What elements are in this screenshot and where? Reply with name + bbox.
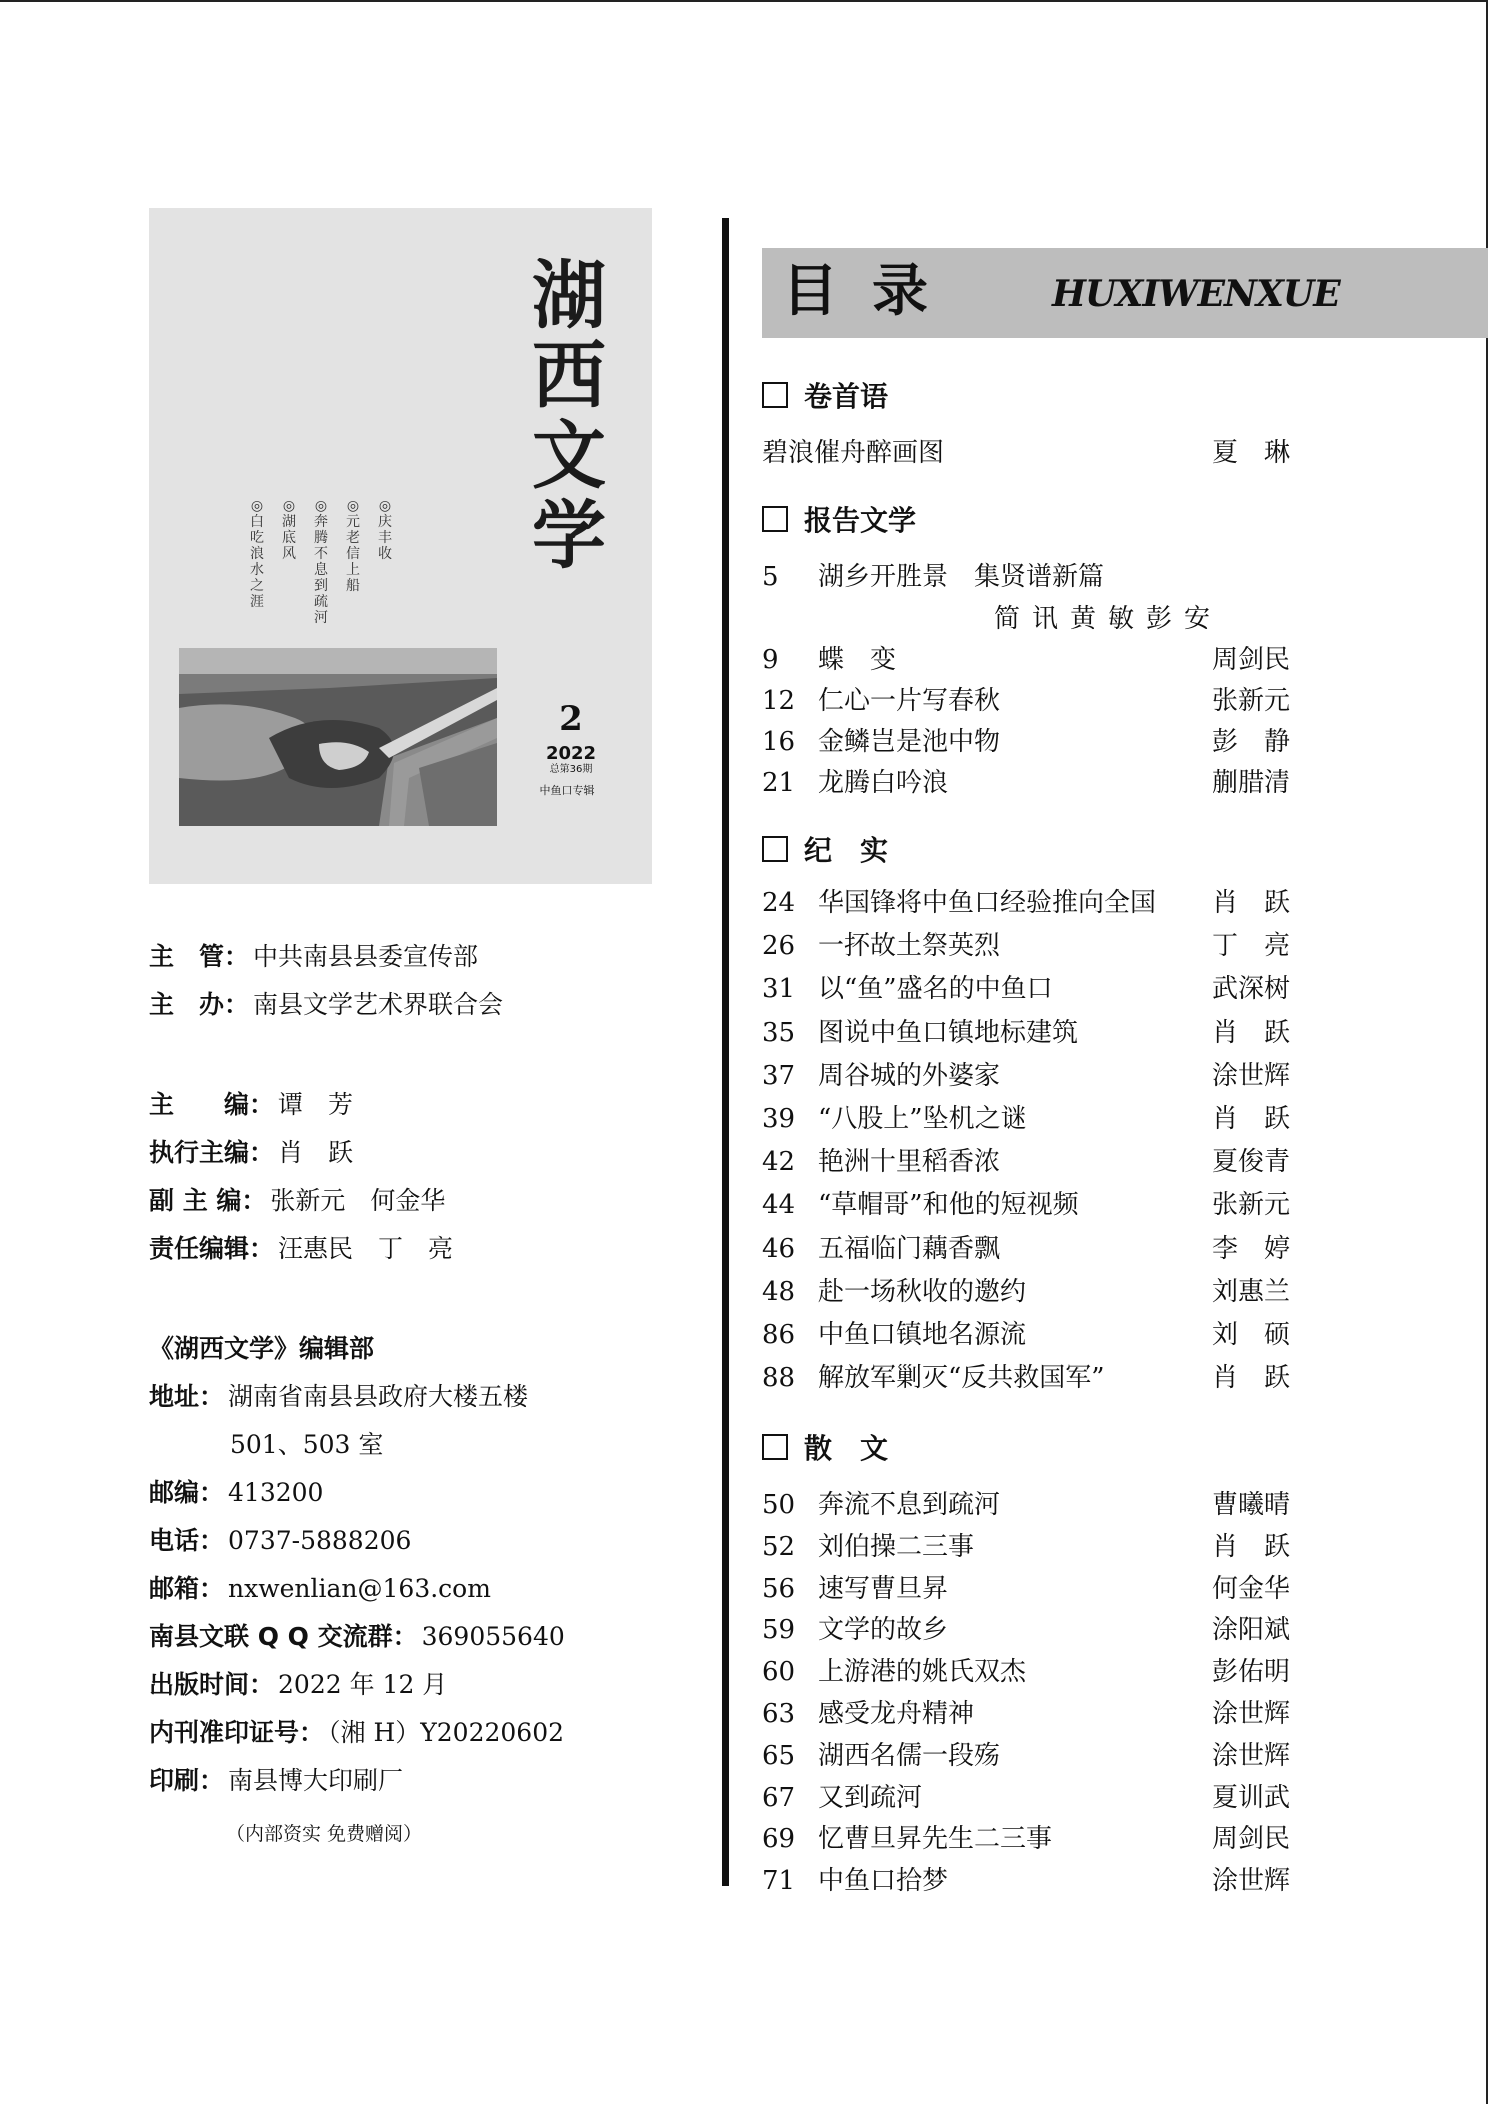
toc-entry-author: 周剑民 [1212, 645, 1291, 675]
cover-headline-char: 信 [346, 546, 360, 562]
cover-headline-char: 到 [314, 578, 328, 594]
toc-title: 目录 [782, 259, 962, 324]
toc-entry-author: 蒯腊清 [1212, 768, 1291, 798]
toc-entry-title: 又到疏河 [818, 1782, 923, 1813]
toc-entry-title: 湖乡开胜景 集贤谱新篇 [818, 562, 1105, 592]
toc-header [762, 248, 1488, 338]
toc-entry-author: 肖 跃 [1212, 1104, 1291, 1134]
cover-headline-char: 湖 [282, 514, 296, 530]
cover-issue [541, 700, 601, 798]
toc-entry-title: 赴一场秋收的邀约 [818, 1276, 1027, 1307]
masthead-line [149, 940, 478, 974]
publish-date: 出版时间： 2022 年 12 月 [149, 1670, 448, 1699]
toc-entry-author: 肖 跃 [1212, 1363, 1291, 1394]
toc-entry-author: 张新元 [1212, 686, 1291, 716]
toc-entry-title: 金鳞岂是池中物 [818, 727, 1001, 757]
cover-title-char: 学 [532, 493, 606, 579]
email[interactable]: 邮箱： nxwenlian@163.com [149, 1574, 491, 1603]
toc-section-name: 散 文 [804, 1432, 889, 1465]
toc-entry-author: 涂世辉 [1212, 1060, 1291, 1091]
cover-headline-char: 水 [250, 562, 264, 578]
toc-page-number: 67 [762, 1782, 796, 1813]
checkbox-icon [762, 1434, 788, 1460]
cover-headline [313, 498, 329, 626]
distribution-note: （内部资实 免费赠阅） [226, 1823, 423, 1845]
toc-entry-author: 丁 亮 [1212, 931, 1291, 962]
toc-entry-author: 彭 静 [1212, 727, 1291, 757]
toc-page-number: 35 [762, 1017, 796, 1048]
toc-section-heading [762, 504, 916, 538]
toc-entry-author: 刘惠兰 [1212, 1276, 1291, 1307]
checkbox-icon [762, 382, 788, 408]
cover-headline [377, 498, 393, 626]
toc-entry-author: 夏俊青 [1212, 1147, 1291, 1178]
cover-headline-char: 庆 [378, 514, 392, 530]
toc-entry-author: 张新元 [1212, 1190, 1291, 1221]
cover-headline-char: 船 [346, 578, 360, 594]
toc-entry-title: 五福临门藕香飘 [818, 1233, 1001, 1264]
toc-entry-title: 速写曹旦昇 [818, 1573, 949, 1604]
toc-page-number: 21 [762, 768, 796, 798]
masthead-line [149, 988, 503, 1022]
toc-entry-title: “草帽哥”和他的短视频 [818, 1190, 1079, 1221]
toc-entry-author: 肖 跃 [1212, 888, 1291, 918]
toc-entry-title: 文学的故乡 [818, 1615, 949, 1646]
cover-headline-char: ◎ [250, 498, 264, 514]
toc-page-number: 9 [762, 645, 779, 675]
toc-entry-title: 龙腾白吟浪 [818, 768, 949, 798]
toc-section-heading [762, 834, 888, 868]
masthead-line [149, 1184, 445, 1218]
toc-page-number: 5 [762, 562, 779, 592]
toc-entry-title: 周谷城的外婆家 [818, 1060, 1001, 1091]
masthead-label: 责任编辑： [149, 1234, 275, 1263]
toc-entry-author: 刘 硕 [1212, 1320, 1291, 1350]
masthead-value: 谭 芳 [278, 1090, 354, 1119]
toc-page-number: 71 [762, 1866, 796, 1897]
toc-entry-title: 图说中鱼口镇地标建筑 [818, 1017, 1079, 1048]
address-room: 501、503 室 [230, 1430, 384, 1459]
toc-page-number: 44 [762, 1190, 796, 1221]
cover-headline-char: 吃 [250, 530, 264, 546]
cover-title-char: 文 [532, 413, 606, 499]
toc-page-number: 52 [762, 1531, 796, 1562]
toc-entry-title: 一抔故土祭英烈 [818, 931, 1001, 962]
cover-headline-char: 底 [282, 530, 296, 546]
toc-page-number: 31 [762, 974, 796, 1005]
toc-section-heading [762, 380, 888, 414]
toc-entry-author: 肖 跃 [1212, 1017, 1291, 1048]
toc-entry-title: 仁心一片写春秋 [818, 686, 1001, 716]
cover-headline-char: 之 [250, 578, 264, 594]
toc-entry-author: 何金华 [1212, 1573, 1291, 1604]
toc-entry-title: 湖西名儒一段殇 [818, 1740, 1001, 1771]
cover-headline-char: 奔 [314, 514, 328, 530]
special-edition: 中鱼口专辑 [539, 784, 595, 797]
toc-section-heading [762, 1432, 888, 1466]
cover-headline-char: 不 [314, 546, 328, 562]
toc-page-number: 69 [762, 1824, 796, 1855]
address: 地址： 湖南省南县县政府大楼五楼 [149, 1382, 529, 1411]
toc-entry-title: “八股上”坠机之谜 [818, 1104, 1027, 1134]
cover-headline-char: 息 [314, 562, 328, 578]
toc-page-number: 60 [762, 1657, 796, 1688]
cover-title [529, 253, 609, 579]
phone: 电话： 0737-5888206 [149, 1526, 412, 1555]
cover-photo [179, 648, 497, 826]
print-permit: 内刊准印证号： （湘 H）Y20220602 [149, 1718, 565, 1747]
toc-entry-title: 上游港的姚氏双杰 [818, 1657, 1027, 1688]
toc-entry-title: 奔流不息到疏河 [818, 1490, 1001, 1520]
toc-entry-title: 中鱼口拾梦 [818, 1866, 949, 1897]
masthead-line [149, 1088, 353, 1122]
toc-entry-author: 涂世辉 [1212, 1699, 1291, 1729]
toc-entry-author: 武深树 [1212, 974, 1291, 1005]
toc-entry-author: 涂世辉 [1212, 1866, 1291, 1897]
cover-headline-char: 河 [314, 610, 328, 626]
toc-page-number: 65 [762, 1740, 796, 1771]
toc-entry-title: 华国锋将中鱼口经验推向全国 [818, 888, 1157, 918]
toc-entry-title: 中鱼口镇地名源流 [818, 1320, 1027, 1350]
cover-headline-char: ◎ [282, 498, 296, 514]
toc-entry-author: 周剑民 [1212, 1824, 1291, 1855]
toc-page-number: 56 [762, 1573, 796, 1604]
toc-entry-author: 涂世辉 [1212, 1740, 1291, 1771]
toc-page-number: 24 [762, 888, 796, 918]
toc-entry-title: 碧浪催舟醉画图 [762, 438, 945, 468]
issue-number: 2 [559, 699, 583, 739]
toc-entry-author: 曹曦晴 [1212, 1490, 1291, 1520]
masthead-value: 张新元 何金华 [270, 1186, 446, 1215]
toc-page-number: 50 [762, 1490, 796, 1520]
qq-group: 南县文联 Q Q 交流群： 369055640 [149, 1622, 565, 1651]
toc-page-number: 59 [762, 1615, 796, 1646]
toc-entry-title: 感受龙舟精神 [818, 1699, 975, 1729]
column-divider [722, 218, 729, 1886]
cover-headline-char: 收 [378, 546, 392, 562]
magazine-cover [149, 208, 652, 884]
toc-entry-title: 刘伯操二三事 [818, 1531, 975, 1562]
toc-entry-author: 涂阳斌 [1212, 1615, 1291, 1646]
cover-title-char: 湖 [532, 253, 606, 339]
toc-page-number: 86 [762, 1320, 796, 1350]
cover-headline-char: ◎ [346, 498, 360, 514]
cover-headline-char: 疏 [314, 594, 328, 610]
masthead-value: 肖 跃 [278, 1138, 354, 1167]
cover-headline-char: 上 [346, 562, 360, 578]
toc-entry-title: 解放军剿灭“反共救国军” [818, 1363, 1105, 1394]
checkbox-icon [762, 836, 788, 862]
cover-headline-char: 丰 [378, 530, 392, 546]
printer: 印刷： 南县博大印刷厂 [149, 1766, 404, 1795]
toc-page-number: 16 [762, 727, 796, 757]
masthead-label: 副 主 编： [149, 1186, 267, 1215]
masthead-label: 主 办： [149, 990, 250, 1019]
toc-entry-title: 以“鱼”盛名的中鱼口 [818, 974, 1053, 1005]
toc-entry-author: 肖 跃 [1212, 1531, 1291, 1562]
cover-headline-char: ◎ [314, 498, 328, 514]
cover-headline-char: 涯 [250, 594, 264, 610]
toc-entry-author: 夏训武 [1212, 1782, 1291, 1813]
cover-headline-char: 腾 [314, 530, 328, 546]
toc-entry-author: 李 婷 [1212, 1233, 1291, 1264]
masthead-label: 主 编： [149, 1090, 275, 1119]
cover-headline-char: ◎ [378, 498, 392, 514]
zip-code: 邮编： 413200 [149, 1478, 324, 1507]
toc-page-number: 42 [762, 1147, 796, 1178]
toc-entry-author: 彭佑明 [1212, 1657, 1291, 1688]
cover-headline-char: 元 [346, 514, 360, 530]
editorial-dept: 《湖西文学》编辑部 [149, 1334, 375, 1363]
cover-headline [249, 498, 265, 626]
cover-headline [281, 498, 297, 626]
toc-entry-title: 艳洲十里稻香浓 [818, 1147, 1001, 1178]
cover-headline-char: 老 [346, 530, 360, 546]
toc-page-number: 88 [762, 1363, 796, 1394]
toc-page-number: 39 [762, 1104, 796, 1134]
masthead-label: 主 管： [149, 942, 250, 971]
toc-section-name: 卷首语 [804, 380, 889, 413]
issue-year: 2022 [545, 743, 597, 764]
cover-headline [345, 498, 361, 626]
cover-headlines [249, 498, 393, 626]
toc-entry-title: 忆曹旦昇先生二三事 [818, 1824, 1053, 1855]
toc-page-number: 26 [762, 931, 796, 962]
masthead-value: 南县文学艺术界联合会 [253, 990, 504, 1019]
toc-page-number: 63 [762, 1699, 796, 1729]
toc-entry-title: 蝶 变 [818, 645, 897, 675]
toc-page-number: 46 [762, 1233, 796, 1264]
toc-title-en: HUXIWENXUE [1052, 273, 1340, 315]
masthead-label: 执行主编： [149, 1138, 275, 1167]
masthead-value: 汪惠民 丁 亮 [278, 1234, 454, 1263]
cover-title-char: 西 [532, 333, 606, 419]
toc-page-number: 37 [762, 1060, 796, 1091]
cover-headline-char: 风 [282, 546, 296, 562]
masthead-line [149, 1136, 353, 1170]
toc-page-number: 48 [762, 1276, 796, 1307]
toc-section-name: 报告文学 [804, 504, 917, 537]
toc-entry-author: 夏 琳 [1212, 438, 1291, 468]
toc-section-name: 纪 实 [804, 834, 889, 867]
toc-entry-subline: 简讯黄敏彭安 [994, 604, 1223, 634]
toc-page-number: 12 [762, 686, 796, 716]
cover-headline-char: 浪 [250, 546, 264, 562]
checkbox-icon [762, 506, 788, 532]
cover-headline-char: 白 [250, 514, 264, 530]
total-issue: 总第36期 [549, 764, 593, 775]
masthead-value: 中共南县县委宣传部 [253, 942, 479, 971]
masthead-line [149, 1232, 453, 1266]
